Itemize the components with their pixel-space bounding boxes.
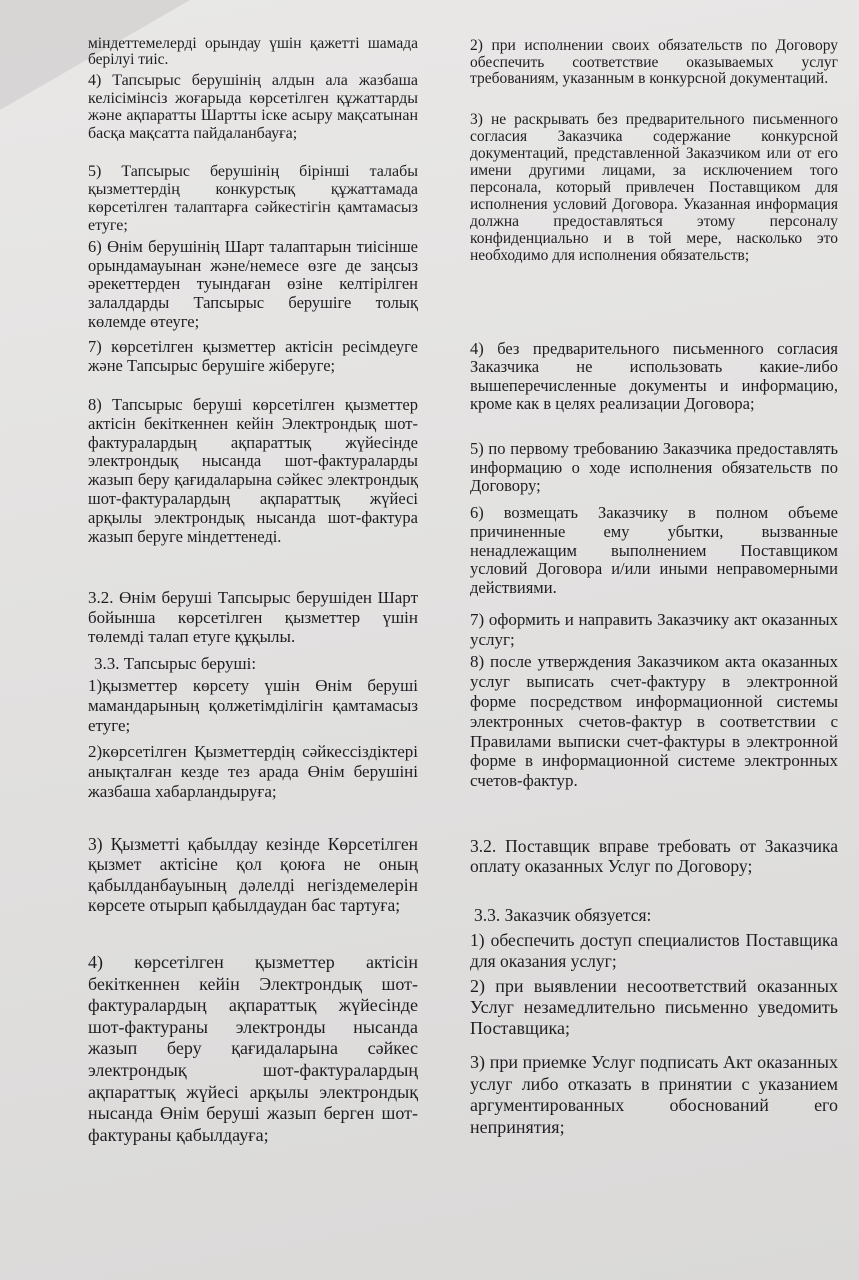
- paragraph: 6) Өнім берушінің Шарт талаптарын тиісінше орындамауынан және/немесе өзге де заңсыз әрекеттерден туындаған өзіне келтірілген залалдарды Тапсырыс берушіге толық көлемде өтеуге;: [88, 237, 418, 331]
- paragraph: 6) возмещать Заказчику в полном объеме причиненные ему убытки, вызванные ненадлежащим выполнением Поставщиком условий Договора и/или иными неправомерными действиями.: [470, 503, 838, 598]
- paragraph: 7) көрсетілген қызметтер актісін ресімдеуге және Тапсырыс берушіге жіберуге;: [88, 337, 418, 375]
- paragraph: 2)көрсетілген Қызметтердің сәйкессіздіктері анықталған кезде тез арада Өнім берушіні жазбаша хабарландыруға;: [88, 742, 418, 801]
- paragraph: 5) Тапсырыс берушінің бірінші талабы қызметтердің конкурстық құжаттамада көрсетілген талаптарға сәйкестігін қамтамасыз етуге;: [88, 163, 418, 234]
- paragraph: 1)қызметтер көрсету үшін Өнім беруші мамандарының қолжетімділігін қамтамасыз етуге;: [88, 676, 418, 735]
- paragraph: 7) оформить и направить Заказчику акт оказанных услуг;: [470, 610, 838, 649]
- paragraph: 3) Қызметті қабылдау кезінде Көрсетілген қызмет актісіне қол қоюға не оның қабылданбауының дәлелді негіздемелерін көрсете отырып қабылдаудан бас тартуға;: [88, 834, 418, 916]
- paragraph: 8) Тапсырыс беруші көрсетілген қызметтер актісін бекіткеннен кейін Электрондық шот-фактуралардың ақпараттық жүйесінде электрондық нысанда шот-фактураларды жазып беру қағидаларына сәйкес электрондық шот-фактуралардың ақпараттық жүйесі арқылы электрондық нысанда шот-фактура жазып беруге міндеттенеді.: [88, 395, 418, 546]
- paragraph: 3) не раскрывать без предварительного письменного согласия Заказчика содержание конкурсной документаций, представленной Заказчиком или от его имени другими лицами, за исключением того персонала, который привлечен Поставщиком для исполнения условий Договора. Указанная информация должна предоставляться этому персоналу конфиденциально и в той мере, насколько это необходимо для исполнения обязательств;: [470, 111, 838, 265]
- paragraph: 1) обеспечить доступ специалистов Поставщика для оказания услуг;: [470, 930, 838, 971]
- paragraph: 3.3. Тапсырыс беруші:: [94, 654, 257, 673]
- paragraph: 4) без предварительного письменного согласия Заказчика не использовать какие-либо вышеперечисленные документы и информацию, кроме как в целях реализации Договора;: [470, 339, 838, 414]
- left-column: [88, 0, 418, 1280]
- paragraph: 3) при приемке Услуг подписать Акт оказанных услуг либо отказать в принятии с указанием аргументированных обоснований его непринятия;: [470, 1052, 838, 1137]
- paragraph: 3.3. Заказчик обязуется:: [474, 905, 652, 925]
- paragraph: міндеттемелерді орындау үшін қажетті шамада берілуі тиіс.: [88, 35, 418, 69]
- paragraph: 3.2. Өнім беруші Тапсырыс берушіден Шарт бойынша көрсетілген қызметтер үшін төлемді талап етуге құқылы.: [88, 588, 418, 647]
- paragraph: 3.2. Поставщик вправе требовать от Заказчика оплату оказанных Услуг по Договору;: [470, 836, 838, 877]
- paragraph: 5) по первому требованию Заказчика предоставлять информацию о ходе исполнения обязательств по Договору;: [470, 439, 838, 496]
- right-column: [470, 0, 838, 1280]
- paragraph: 4) Тапсырыс берушінің алдын ала жазбаша келісімінсіз жоғарыда көрсетілген құжаттарды және ақпаратты Шартты іске асыру мақсатынан басқа мақсатта пайдаланбауға;: [88, 72, 418, 142]
- paragraph: 8) после утверждения Заказчиком акта оказанных услуг выписать счет-фактуру в электронной форме посредством информационной системы электронных счетов-фактур в соответствии с Правилами выписки счет-фактуры в электронной форме в информационной системе электронных счетов-фактур.: [470, 652, 838, 791]
- paragraph: 4) көрсетілген қызметтер актісін бекіткеннен кейін Электрондық шот-фактуралардың ақпараттық жүйесінде шот-фактураны электронды нысанда жазып беру қағидаларына сәйкес электрондық шот-фактуралардың ақпараттық жүйесі арқылы электрондық нысанда Өнім беруші жазып берген шот-фактураны қабылдауға;: [88, 952, 418, 1145]
- paragraph: 2) при выявлении несоответствий оказанных Услуг незамедлительно письменно уведомить Поставщика;: [470, 976, 838, 1039]
- paragraph: 2) при исполнении своих обязательств по Договору обеспечить соответствие оказываемых услуг требованиям, указанным в конкурсной документаций.: [470, 37, 838, 88]
